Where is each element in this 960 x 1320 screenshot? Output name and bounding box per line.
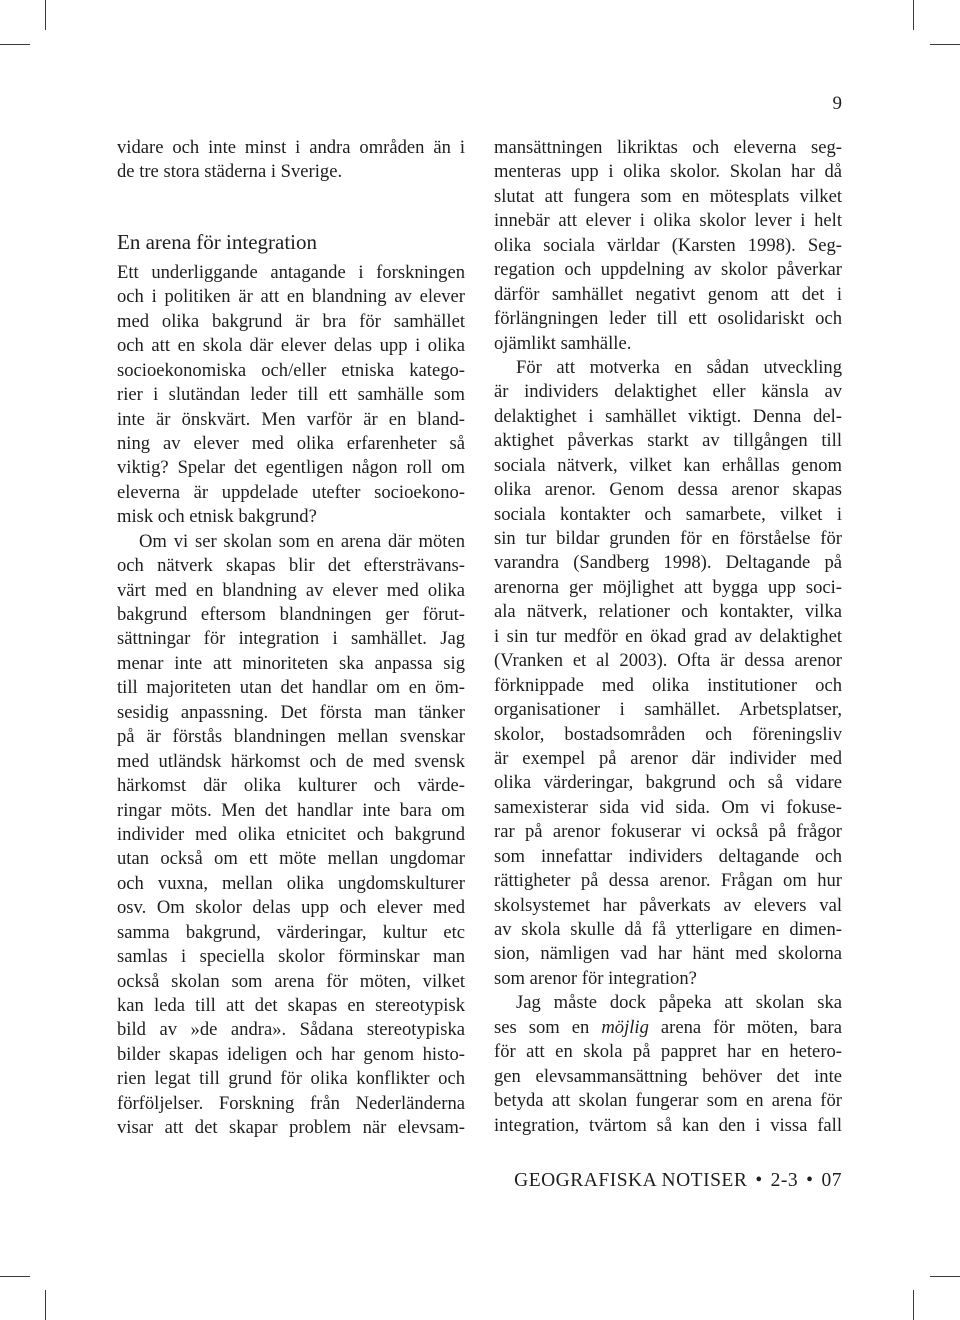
crop-mark-top-left (45, 0, 46, 30)
text-line: sättningar för integration i samhället. Jag (117, 628, 465, 650)
text-line: gen elevsammansättning behöver det inte (494, 1065, 842, 1087)
text-line: med olika bakgrund är bra för samhället (117, 310, 465, 332)
text-line-with-emphasis (494, 1016, 842, 1040)
text-line: sociala kontakter och samarbete, vilket i (494, 503, 842, 525)
separator-dot: • (755, 1170, 763, 1191)
crop-mark-left-bottom (0, 1276, 30, 1277)
text-line: förlängningen leder till ett osolidariskt och (494, 308, 842, 330)
text-line: som arenor för integration? (494, 967, 697, 989)
text-line: i sin tur medför en ökad grad av delaktighet (494, 625, 842, 647)
text-line: integration, tvärtom så kan den i vissa fall (494, 1114, 842, 1136)
text-line: därför samhället negativt genom att det i (494, 283, 842, 305)
text-line: utan också om ett möte mellan ungdomar (117, 848, 465, 870)
text-line: är individers delaktighet eller känsla av (494, 381, 842, 403)
text-line: viktig? Spelar det egentligen någon roll om (117, 457, 465, 479)
text-line: värt med en blandning av elever med olika (117, 579, 465, 601)
text-line: visar att det skapar problem när elevsam- (117, 1117, 465, 1139)
text-line: regation och uppdelning av skolor påverkar (494, 259, 842, 281)
text-line: förföljelser. Forskning från Nederländerna (117, 1092, 465, 1114)
crop-mark-right-bottom (930, 1276, 960, 1277)
text-line: också skolan som arena för möten, vilket (117, 970, 465, 992)
text-line: mansättningen likriktas och eleverna seg- (494, 137, 842, 158)
running-footer (514, 1170, 842, 1192)
text-line: rien legat till grund för olika konflikter och (117, 1068, 465, 1090)
crop-mark-top-right (913, 0, 914, 30)
text-line: rier i slutändan leder till ett samhälle som (117, 384, 465, 406)
intro-paragraph (117, 136, 465, 185)
text-line: rar på arenor fokuserar vi också på frågor (494, 821, 842, 843)
text-line: olika arenor. Genom dessa arenor skapas (494, 479, 842, 501)
text-line: olika sociala världar (Karsten 1998). Seg- (494, 234, 842, 256)
text-line: menteras upp i olika skolor. Skolan har då (494, 161, 842, 183)
text-line: förknippade med olika institutioner och (494, 674, 842, 696)
text-line: För att motverka en sådan utveckling (516, 356, 842, 378)
text-line: ning av elever med olika erfarenheter så (117, 432, 465, 454)
crop-mark-bottom-right (913, 1290, 914, 1320)
text-line: bilder skapas ideligen och har genom histo- (117, 1043, 465, 1065)
journal-name: GEOGRAFISKA NOTISER (514, 1170, 748, 1191)
text-line: innebär att elever i olika skolor lever i helt (494, 210, 842, 232)
right-column (494, 136, 842, 1138)
text-line: delaktighet i samhället viktigt. Denna del- (494, 405, 842, 427)
left-column (117, 136, 465, 1141)
text-line: Ett underliggande antagande i forskningen (117, 261, 465, 283)
text-run: ses som en (494, 1016, 602, 1038)
text-line: kan leda till att det skapas en stereotypisk (117, 995, 465, 1016)
paragraph (117, 530, 465, 1141)
text-line: och vuxna, mellan olika ungdomskulturer (117, 872, 465, 894)
text-line: till majoriteten utan det handlar om en öm- (117, 677, 465, 699)
text-line: ala nätverk, relationer och kontakter, vilka (494, 601, 842, 623)
text-line: samma bakgrund, värderingar, kultur etc (117, 921, 465, 943)
crop-mark-right-top (930, 44, 960, 45)
text-line: sion, nämligen vad har hänt med skolorna (494, 943, 842, 965)
text-line: misk och etnisk bakgrund? (117, 506, 317, 528)
paragraph (494, 991, 842, 1138)
text-line: och nätverk skapas blir det eftersträvans- (117, 555, 465, 577)
text-line: härkomst där olika kulturer och värde- (117, 775, 465, 797)
paragraph (494, 136, 842, 356)
text-line: (Vranken et al 2003). Ofta är dessa arenor (494, 650, 842, 672)
text-line: sociala nätverk, vilket kan erhållas genom (494, 454, 842, 476)
paragraph (117, 261, 465, 530)
text-line: av skola skulle då få ytterligare en dimen- (494, 919, 842, 940)
text-run: arena för möten, bara (648, 1016, 842, 1038)
text-line: varandra (Sandberg 1998). Deltagande på (494, 552, 842, 574)
text-line: aktighet påverkas starkt av tillgången till (494, 430, 842, 452)
emphasized-word: möjlig (601, 1016, 649, 1038)
text-line: för att en skola på pappret har en hetero- (494, 1041, 842, 1063)
text-line: skolor, bostadsområden och föreningsliv (494, 723, 842, 745)
text-line: och i politiken är att en blandning av elever (117, 286, 465, 308)
text-line: ojämlikt samhälle. (494, 332, 632, 354)
text-line: socioekonomiska och/eller etniska katego- (117, 359, 465, 381)
page-number: 9 (832, 93, 842, 114)
text-line: och att en skola där elever delas upp i olika (117, 335, 465, 357)
text-line: organisationer i samhället. Arbetsplatser, (494, 699, 842, 721)
section-heading: En arena för integration (117, 229, 317, 254)
text-line: skolsystemet har påverkats av elevers val (494, 894, 842, 916)
issue-number: 2-3 (770, 1170, 799, 1191)
text-line: vidare och inte minst i andra områden än i (117, 137, 465, 158)
spacer (117, 185, 465, 215)
text-line: samlas i speciella skolor förminskar man (117, 946, 465, 968)
crop-mark-left-top (0, 44, 30, 45)
text-line: som innefattar individers deltagande och (494, 845, 842, 867)
text-line: Om vi ser skolan som en arena där möten (139, 530, 465, 552)
text-line: rättigheter på dessa arenor. Frågan om hur (494, 870, 842, 892)
text-line: slutat att fungera som en mötesplats vilket (494, 185, 842, 207)
text-line: arenorna ger möjlighet att bygga upp soci- (494, 576, 842, 598)
text-line: ringar möts. Men det handlar inte bara om (117, 799, 465, 821)
text-line: olika värderingar, bakgrund och så vidare (494, 772, 842, 794)
text-line: bakgrund eftersom blandningen ger förut- (117, 604, 465, 625)
text-line: eleverna är uppdelade utefter socioekono- (117, 481, 465, 503)
text-line: samexisterar sida vid sida. Om vi fokuse- (494, 796, 842, 818)
text-line: individer med olika etnicitet och bakgrund (117, 823, 465, 845)
text-line: är exempel på arenor där individer med (494, 747, 842, 769)
text-line: osv. Om skolor delas upp och elever med (117, 897, 465, 919)
text-line: med utländsk härkomst och de med svensk (117, 750, 465, 772)
separator-dot: • (806, 1170, 814, 1191)
text-line: på är förstås blandningen mellan svenskar (117, 726, 465, 748)
text-line: Jag måste dock påpeka att skolan ska (516, 992, 842, 1014)
text-line: de tre stora städerna i Sverige. (117, 161, 343, 183)
text-line: betyda att skolan fungerar som en arena för (494, 1090, 842, 1112)
crop-mark-bottom-left (45, 1290, 46, 1320)
issue-year: 07 (821, 1170, 842, 1191)
paragraph (494, 356, 842, 991)
text-line: menar inte att minoriteten ska anpassa sig (117, 652, 465, 674)
text-line: sin tur bildar grunden för en förståelse för (494, 528, 842, 549)
text-line: inte är önskvärt. Men varför är en bland- (117, 408, 465, 430)
text-line: sesidig anpassning. Det första man tänker (117, 701, 465, 723)
text-line: bild av »de andra». Sådana stereotypiska (117, 1019, 465, 1041)
